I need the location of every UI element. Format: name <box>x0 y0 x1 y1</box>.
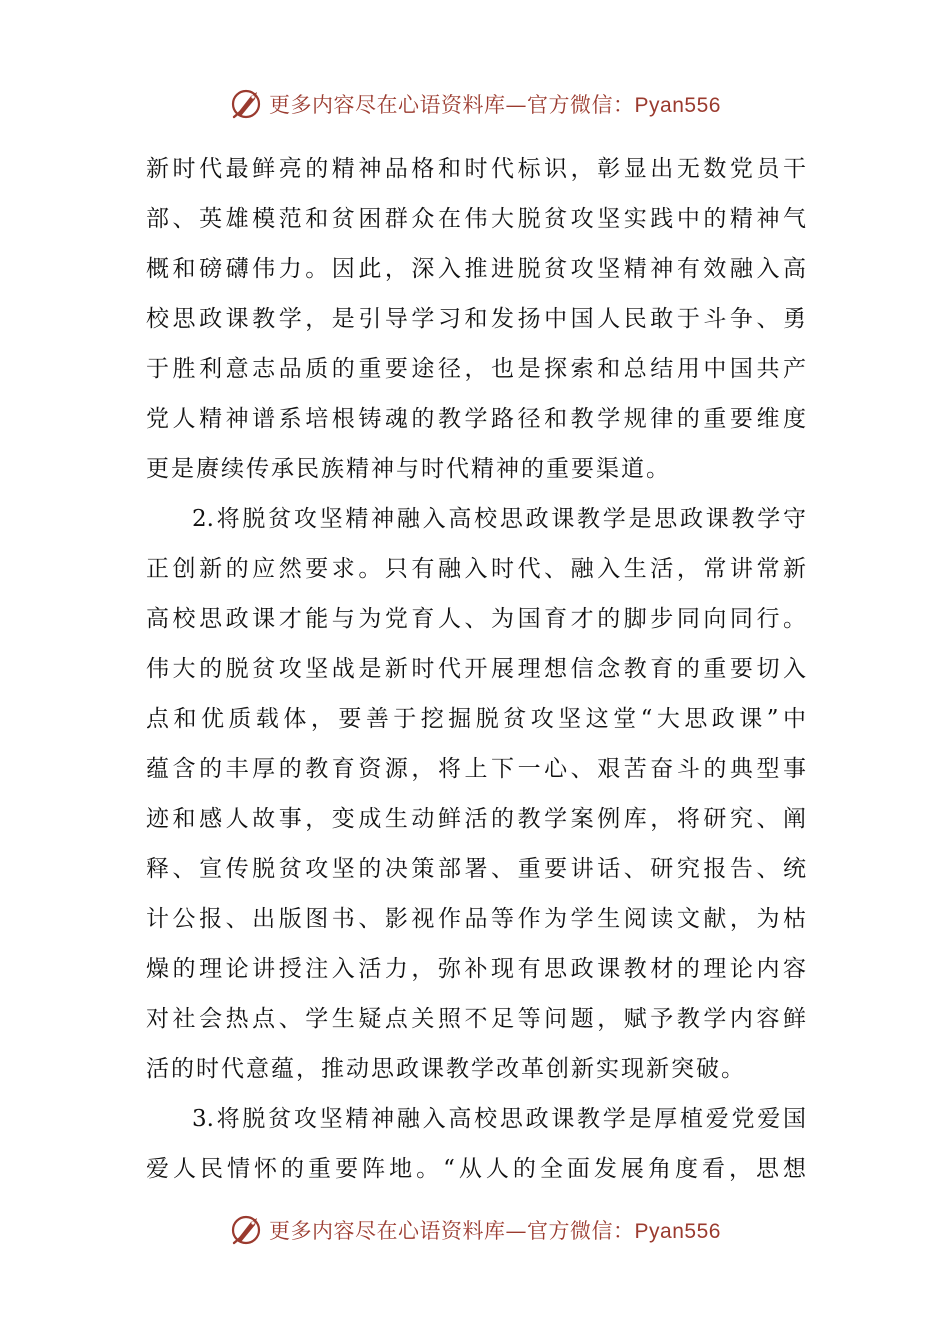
watermark-text: 更多内容尽在心语资料库—官方微信：Pyan556 <box>269 93 721 117</box>
text-line: 燥的理论讲授注入活力，弥补现有思政课教材的理论内容 <box>146 956 806 982</box>
text-line: 迹和感人故事，变成生动鲜活的教学案例库，将研究、阐 <box>146 806 806 832</box>
text-line: 对社会热点、学生疑点关照不足等问题，赋予教学内容鲜 <box>146 1006 806 1032</box>
wechat-id: Pyan556 <box>634 94 721 117</box>
text-line: 正创新的应然要求。只有融入时代、融入生活，常讲常新 <box>146 556 806 582</box>
paragraph-start: 2.将脱贫攻坚精神融入高校思政课教学是思政课教学守 <box>192 506 806 532</box>
header-watermark <box>0 84 950 124</box>
text-line: 伟大的脱贫攻坚战是新时代开展理想信念教育的重要切入 <box>146 656 806 682</box>
text-line: 部、英雄模范和贫困群众在伟大脱贫攻坚实践中的精神气 <box>146 206 806 232</box>
wechat-id: Pyan556 <box>634 1220 721 1243</box>
footer-watermark <box>0 1210 950 1250</box>
text-line: 更是赓续传承民族精神与时代精神的重要渠道。 <box>146 456 671 482</box>
text-line: 爱人民情怀的重要阵地。“从人的全面发展角度看，思想 <box>146 1156 806 1182</box>
document-body <box>146 144 806 1194</box>
text-line: 校思政课教学，是引导学习和发扬中国人民敢于斗争、勇 <box>146 306 806 332</box>
text-line: 计公报、出版图书、影视作品等作为学生阅读文献，为枯 <box>146 906 806 932</box>
paragraph-start: 3.将脱贫攻坚精神融入高校思政课教学是厚植爱党爱国 <box>192 1106 806 1132</box>
text-line: 党人精神谱系培根铸魂的教学路径和教学规律的重要维度 <box>146 406 806 432</box>
text-line: 高校思政课才能与为党育人、为国育才的脚步同向同行。 <box>146 606 806 632</box>
watermark-text: 更多内容尽在心语资料库—官方微信：Pyan556 <box>269 1219 721 1243</box>
text-line: 活的时代意蕴，推动思政课教学改革创新实现新突破。 <box>146 1056 746 1082</box>
text-line: 概和磅礴伟力。因此，深入推进脱贫攻坚精神有效融入高 <box>146 256 806 282</box>
pen-nib-circle-icon <box>229 86 265 122</box>
text-line: 蕴含的丰厚的教育资源，将上下一心、艰苦奋斗的典型事 <box>146 756 806 782</box>
text-line: 点和优质载体，要善于挖掘脱贫攻坚这堂“大思政课”中 <box>146 706 806 732</box>
text-line: 新时代最鲜亮的精神品格和时代标识，彰显出无数党员干 <box>146 156 806 182</box>
text-line: 于胜利意志品质的重要途径，也是探索和总结用中国共产 <box>146 356 806 382</box>
text-line: 释、宣传脱贫攻坚的决策部署、重要讲话、研究报告、统 <box>146 856 806 882</box>
pen-nib-circle-icon <box>229 1212 265 1248</box>
